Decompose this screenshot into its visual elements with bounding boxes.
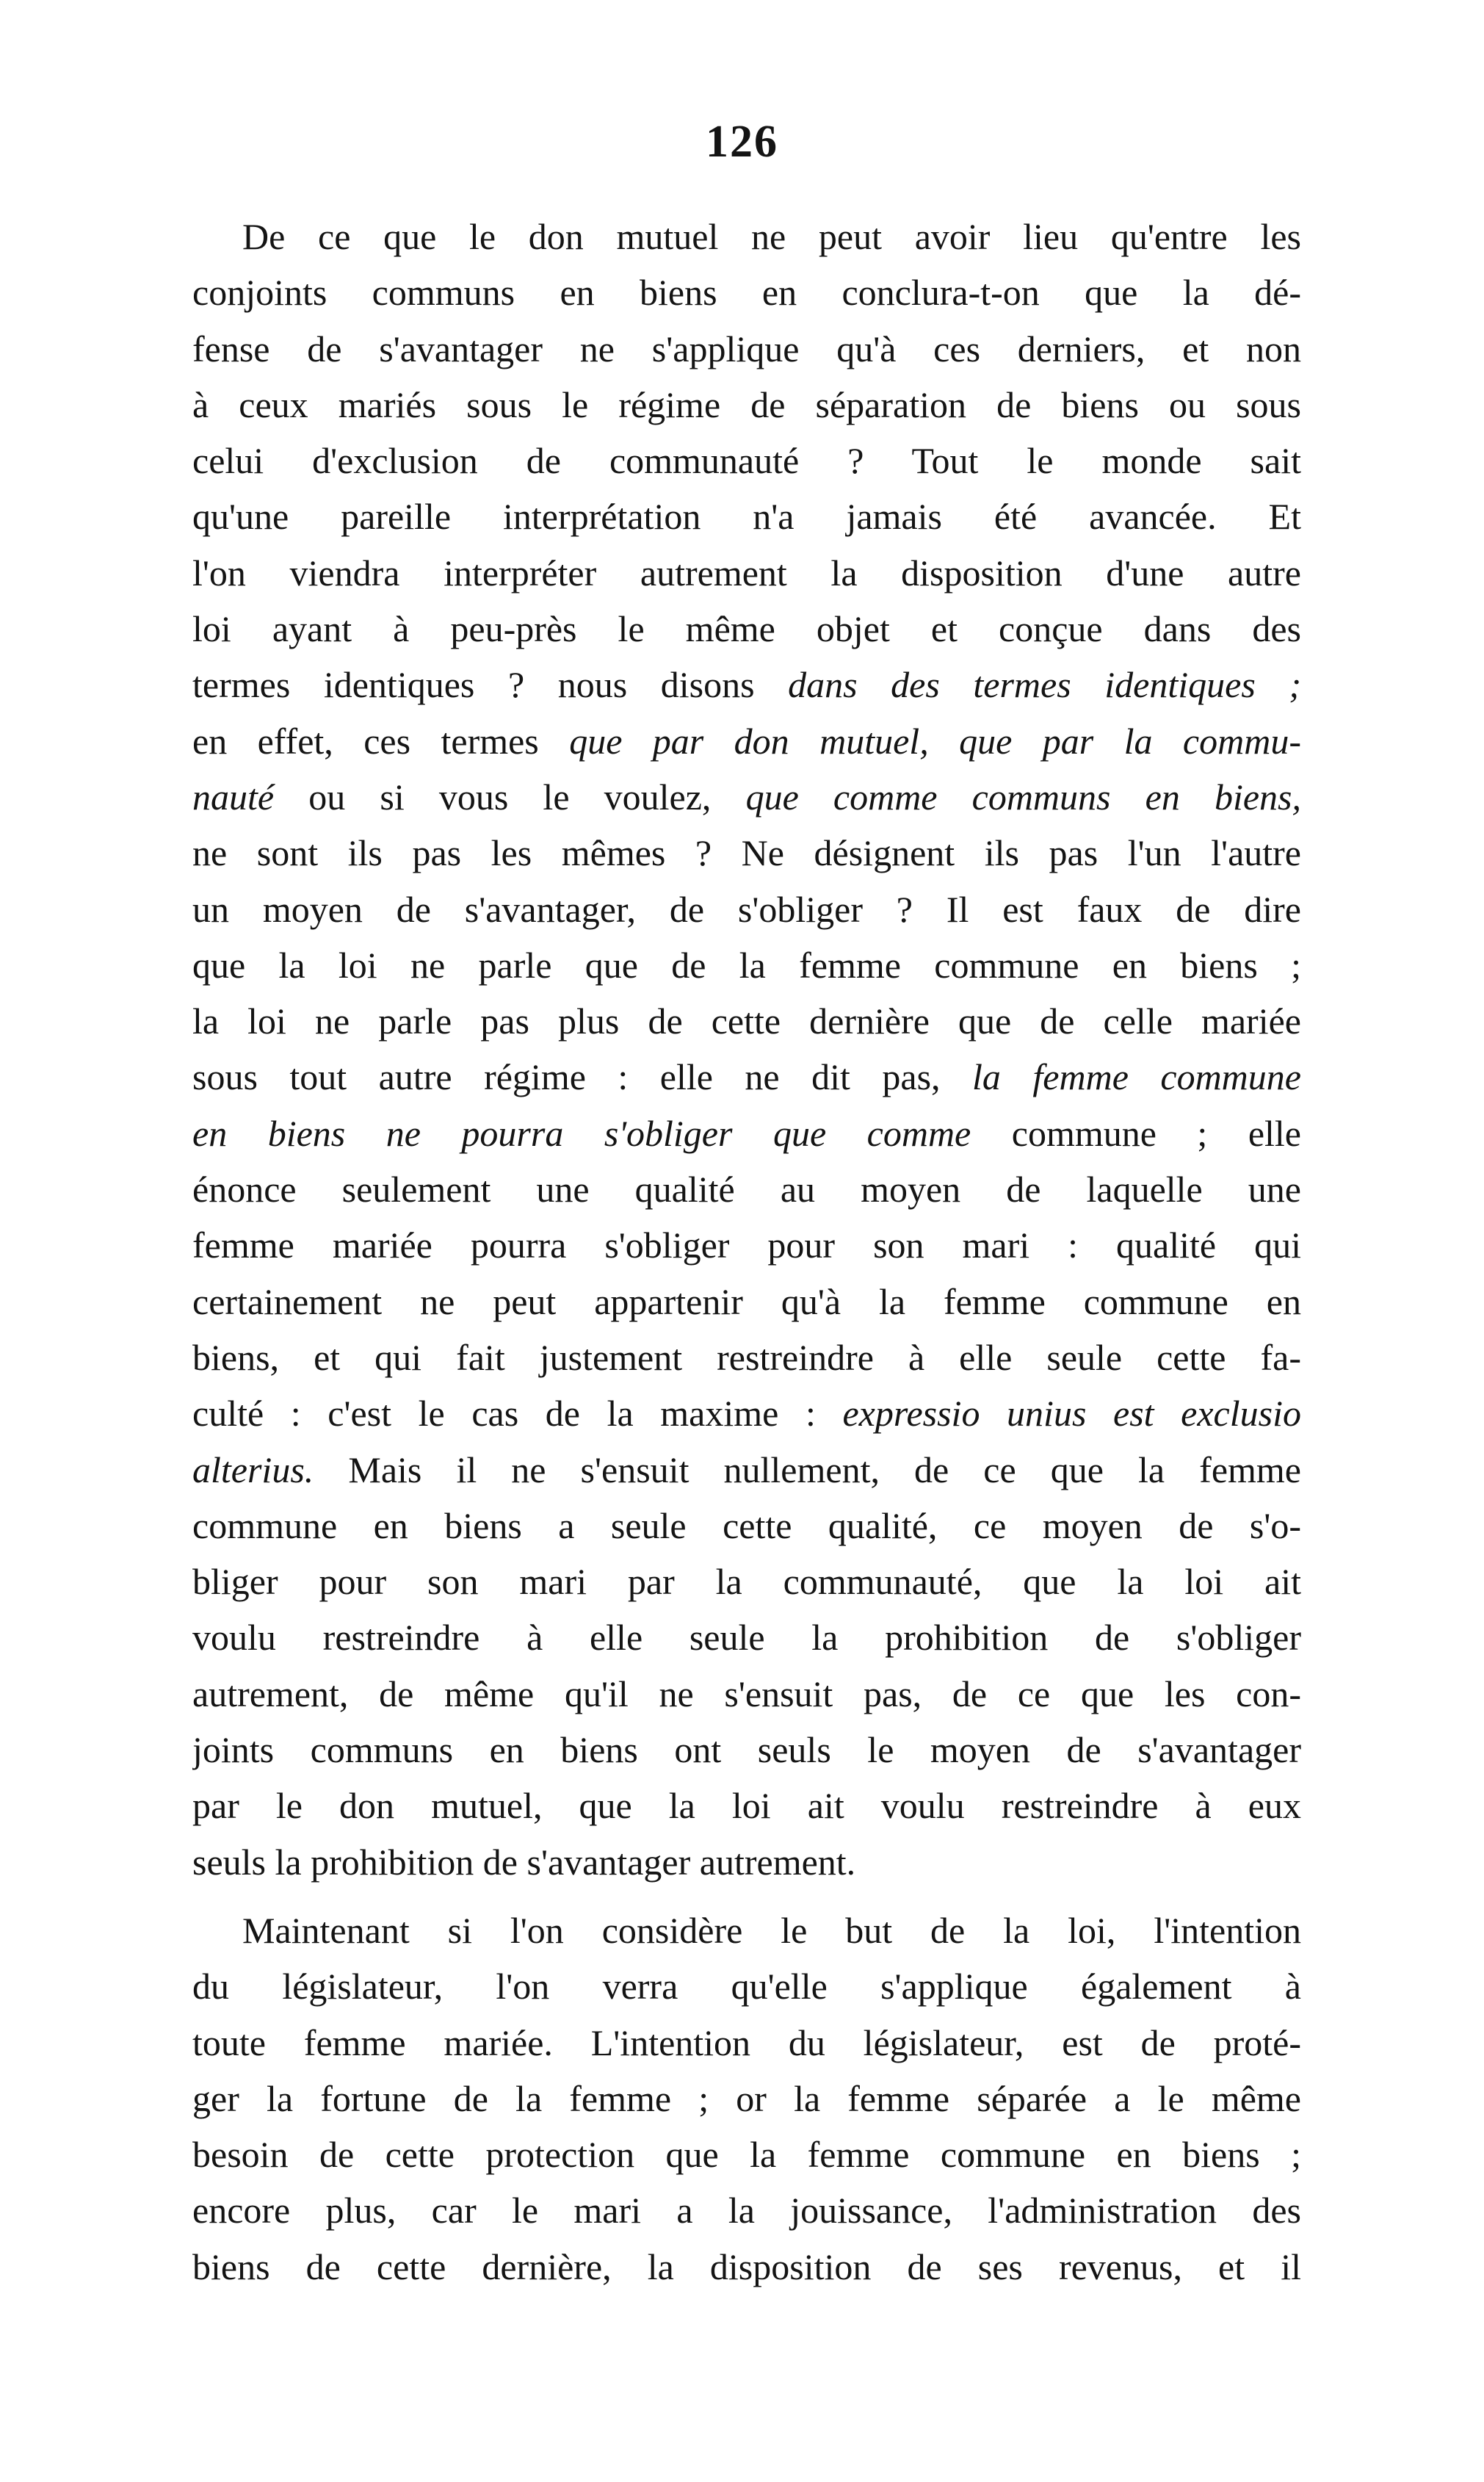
line-text: que la loi ne parle que de la femme commune en biens ; bbox=[192, 944, 1301, 986]
line-text: seuls la prohibition de s'avantager autrement. bbox=[192, 1841, 856, 1883]
page-number: 126 bbox=[706, 117, 778, 167]
text-line bbox=[192, 2015, 1301, 2071]
text-line bbox=[192, 1217, 1301, 1273]
line-text: De ce que le don mutuel ne peut avoir lieu qu'entre les bbox=[242, 216, 1301, 257]
line-text: toute femme mariée. L'intention du législateur, est de proté- bbox=[192, 2021, 1301, 2063]
line-text: bliger pour son mari par la communauté, que la loi ait bbox=[192, 1561, 1301, 1603]
text-line bbox=[192, 881, 1301, 937]
text-line bbox=[192, 601, 1301, 657]
line-text: la loi ne parle pas plus de cette dernière que de celle mariée bbox=[192, 1000, 1301, 1042]
text-line bbox=[192, 825, 1301, 881]
text-line bbox=[192, 321, 1301, 377]
line-text: ne sont ils pas les mêmes ? Ne désignent ils pas l'un l'autre bbox=[192, 832, 1301, 874]
text-line bbox=[192, 1330, 1301, 1385]
line-text: voulu restreindre à elle seule la prohibition de s'obliger bbox=[192, 1617, 1301, 1659]
line-text: conjoints communs en biens en conclura-t-on que la dé- bbox=[192, 272, 1301, 314]
italic-phrase: nauté bbox=[192, 776, 275, 818]
line-text: un moyen de s'avantager, de s'obliger ? Il est faux de dire bbox=[192, 888, 1301, 930]
text-line bbox=[192, 769, 1301, 825]
text-line bbox=[192, 1722, 1301, 1778]
line-text: autrement, de même qu'il ne s'ensuit pas, de ce que les con- bbox=[192, 1673, 1301, 1714]
line-text: certainement ne peut appartenir qu'à la femme commune en bbox=[192, 1280, 1301, 1322]
text-line bbox=[192, 993, 1301, 1049]
line-text: par le don mutuel, que la loi ait voulu restreindre à eux bbox=[192, 1785, 1301, 1827]
line-text: ger la fortune de la femme ; or la femme séparée a le même bbox=[192, 2077, 1301, 2119]
line-text: commune en biens a seule cette qualité, ce moyen de s'o- bbox=[192, 1504, 1301, 1546]
italic-phrase: alterius. bbox=[192, 1449, 314, 1490]
text-line bbox=[192, 264, 1301, 320]
text-line bbox=[192, 433, 1301, 488]
italic-phrase: dans des termes identiques ; bbox=[788, 664, 1301, 706]
text-line bbox=[192, 1161, 1301, 1217]
text-line bbox=[192, 1958, 1301, 2014]
text-line bbox=[192, 1902, 1301, 1958]
line-text: joints communs en biens ont seuls le moyen de s'avantager bbox=[192, 1729, 1301, 1771]
line-text: encore plus, car le mari a la jouissance, l'administration des bbox=[192, 2190, 1301, 2232]
line-text: biens, et qui fait justement restreindre à elle seule cette fa- bbox=[192, 1336, 1301, 1378]
paragraph-2 bbox=[192, 1902, 1301, 2295]
line-text: Mais il ne s'ensuit nullement, de ce que la femme bbox=[314, 1449, 1301, 1490]
text-line bbox=[192, 657, 1301, 713]
italic-phrase: en biens ne pourra s'obliger que comme bbox=[192, 1112, 971, 1154]
italic-phrase: la femme commune bbox=[972, 1056, 1301, 1098]
text-line bbox=[192, 937, 1301, 993]
line-text: à ceux mariés sous le régime de séparation de biens ou sous bbox=[192, 383, 1301, 425]
text-line bbox=[192, 2071, 1301, 2126]
text-line bbox=[192, 1609, 1301, 1665]
text-line bbox=[192, 1666, 1301, 1722]
line-text: sous tout autre régime : elle ne dit pas, bbox=[192, 1056, 973, 1098]
italic-phrase: que comme communs en biens, bbox=[745, 776, 1301, 818]
text-line bbox=[192, 1442, 1301, 1498]
text-line bbox=[192, 377, 1301, 433]
line-text: Maintenant si l'on considère le but de la loi, l'intention bbox=[242, 1910, 1301, 1951]
text-line bbox=[192, 545, 1301, 601]
text-line bbox=[192, 2126, 1301, 2182]
line-text: termes identiques ? nous disons bbox=[192, 664, 789, 706]
line-text: fense de s'avantager ne s'applique qu'à ces derniers, et non bbox=[192, 328, 1301, 369]
italic-phrase: que par don mutuel, que par la commu- bbox=[569, 720, 1301, 762]
text-line bbox=[192, 1834, 1301, 1890]
line-text: culté : c'est le cas de la maxime : bbox=[192, 1393, 843, 1435]
text-line bbox=[192, 1105, 1301, 1161]
text-line bbox=[192, 1554, 1301, 1609]
line-text: en effet, ces termes bbox=[192, 720, 570, 762]
line-text: biens de cette dernière, la disposition de ses revenus, et il bbox=[192, 2245, 1301, 2287]
line-text: loi ayant à peu-près le même objet et conçue dans des bbox=[192, 608, 1301, 650]
line-text: besoin de cette protection que la femme commune en biens ; bbox=[192, 2134, 1301, 2176]
line-text: femme mariée pourra s'obliger pour son mari : qualité qui bbox=[192, 1224, 1301, 1266]
italic-phrase: expressio unius est exclusio bbox=[842, 1393, 1301, 1435]
line-text: commune ; elle bbox=[971, 1112, 1301, 1154]
text-line bbox=[192, 1498, 1301, 1554]
text-line bbox=[192, 1049, 1301, 1105]
line-text: du législateur, l'on verra qu'elle s'applique également à bbox=[192, 1966, 1301, 2007]
text-line bbox=[192, 1274, 1301, 1330]
text-line bbox=[192, 1385, 1301, 1441]
text-line bbox=[192, 713, 1301, 769]
paragraph-1 bbox=[192, 209, 1301, 1890]
line-text: énonce seulement une qualité au moyen de laquelle une bbox=[192, 1169, 1301, 1211]
line-text: qu'une pareille interprétation n'a jamais été avancée. Et bbox=[192, 496, 1301, 538]
line-text: celui d'exclusion de communauté ? Tout le monde sait bbox=[192, 440, 1301, 482]
line-text: l'on viendra interpréter autrement la disposition d'une autre bbox=[192, 552, 1301, 594]
text-line bbox=[192, 488, 1301, 544]
text-line bbox=[192, 209, 1301, 264]
text-line bbox=[192, 1778, 1301, 1833]
text-line bbox=[192, 2182, 1301, 2238]
text-line bbox=[192, 2239, 1301, 2295]
line-text: ou si vous le voulez, bbox=[274, 776, 746, 818]
